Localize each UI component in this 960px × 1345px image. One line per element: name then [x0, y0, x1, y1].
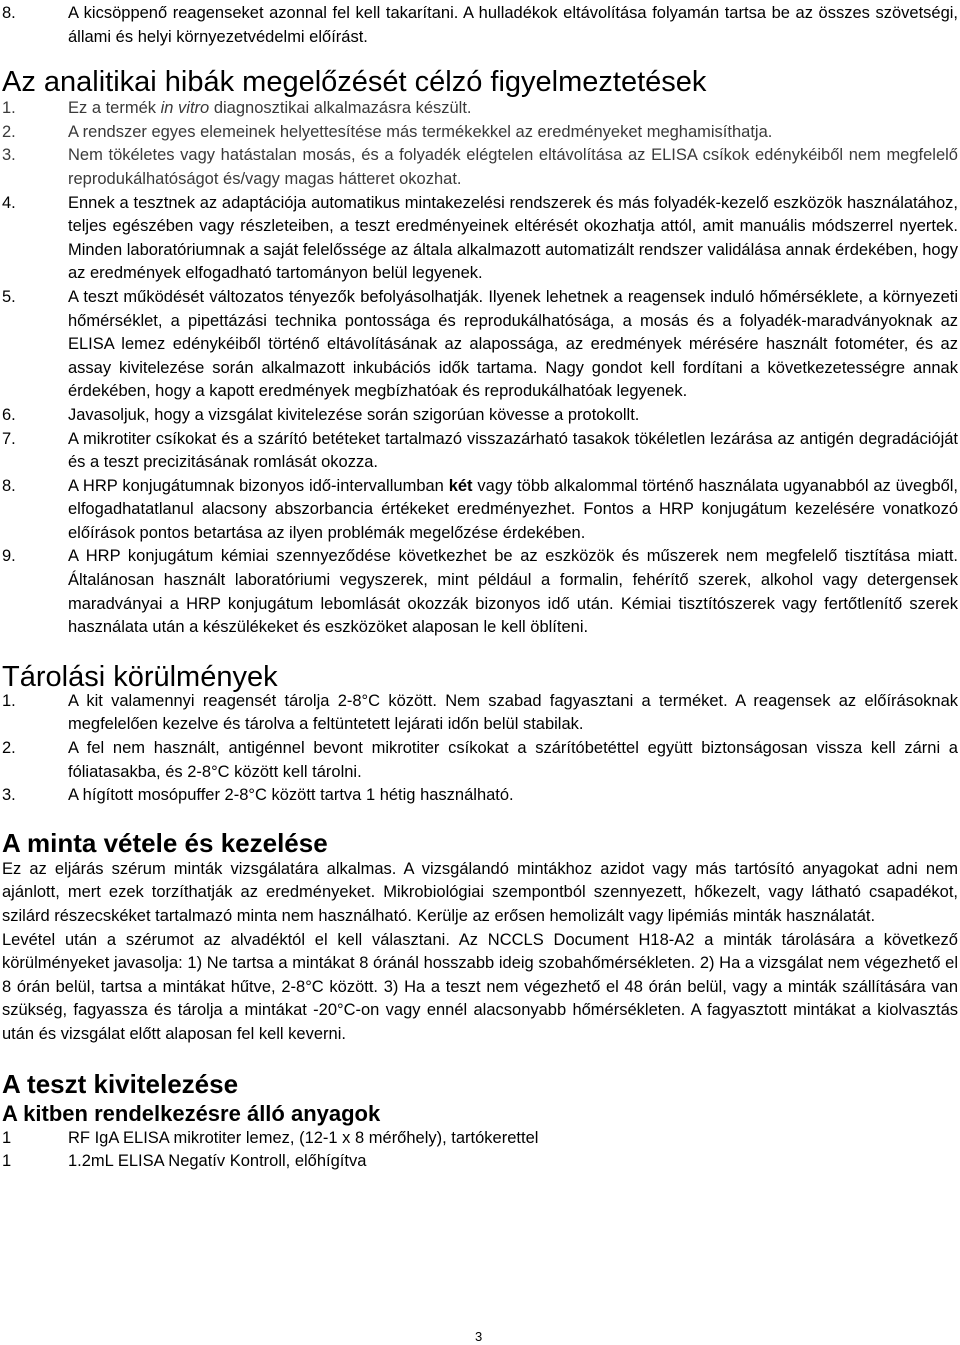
- item-number: 8.: [2, 4, 16, 22]
- item-quantity: 1: [2, 1128, 12, 1147]
- item-number: 8.: [2, 476, 16, 495]
- errors-item-2: [0, 121, 960, 145]
- item-quantity: 1: [2, 1152, 12, 1171]
- item-text: A teszt működését változatos tényezők befolyásolhatják. Ilyenek lehetnek a reagensek induló hőmérséklete, a környezeti hőmérséklet, a pipettázási technika pontossága és reprodukálhatósága, a mosás és a folyadék-maradványoknak az ELISA lemez edénykéiből történő eltávolításának az alapossága, az eredmények mérésére használt fotométer, és az assay kivitelezése során alkalmazott inkubációs idők tartama. Nagy gondot kell fordítani a következetességre annak érdekében, hogy a kapott eredmények megbízhatóak és reprodukálhatóak legyenek.: [68, 287, 958, 401]
- item-number: 2.: [2, 122, 16, 141]
- item-text-post: vagy több alkalommal történő használata ugyanabból az üvegből, elfogadhatatlanul alacsony abszorbancia értékeket eredményezhet. Fontos a HRP konjugátum kezelésére vonatkozó előírások pontos betartása az ilyen problémák megelőzése érdekében.: [68, 476, 958, 542]
- intro-list: [0, 2, 960, 49]
- errors-item-7: [0, 428, 960, 475]
- item-number: 4.: [2, 193, 16, 212]
- item-text: Javasoljuk, hogy a vizsgálat kivitelezése során szigorúan kövesse a protokollt.: [68, 405, 640, 424]
- section-title-errors: Az analitikai hibák megelőzését célzó figyelmeztetések: [2, 66, 707, 99]
- section-title-sample: A minta vétele és kezelése: [2, 827, 328, 858]
- storage-list: [0, 690, 960, 808]
- section-subtitle-materials: A kitben rendelkezésre álló anyagok: [2, 1100, 381, 1126]
- errors-item-6: [0, 404, 960, 428]
- storage-item-2: [0, 737, 960, 784]
- item-text-post: diagnosztikai alkalmazásra készült.: [209, 99, 472, 118]
- errors-item-3: [0, 144, 960, 191]
- item-number: 9.: [2, 547, 16, 566]
- errors-item-1: [0, 97, 960, 121]
- materials-list: [0, 1127, 960, 1174]
- item-text: A kit valamennyi reagensét tárolja 2-8°C között. Nem szabad fagyasztani a terméket. A reagensek az előírásoknak megfelelően kezelve és tárolva a feltüntetett lejárati időn belül stabilak.: [68, 691, 958, 734]
- errors-list: [0, 97, 960, 640]
- item-text: A kicsöppenő reagenseket azonnal fel kell takarítani. A hulladékok eltávolítása folyamán tartsa be az összes szövetségi, állami és helyi környezetvédelmi előírást.: [68, 4, 958, 46]
- item-number: 3.: [2, 146, 16, 165]
- item-text-pre: Ez a termék: [68, 99, 161, 118]
- sample-paragraph-1: Ez az eljárás szérum minták vizsgálatára alkalmas. A vizsgálandó mintákhoz azidot vagy más tartósító anyagokat adni nem ajánlott, mert ezek torzíthatják az eredményeket. Mikrobiológiai szempontból szennyezett, hőkezelt, vagy látható csapadékot, szilárd részecskéket tartalmazó minta nem használható. Kerülje az erősen hemolizált vagy lipémiás minták használatát.: [2, 859, 958, 925]
- item-text: A fel nem használt, antigénnel bevont mikrotiter csíkokat a szárítóbetéttel együtt biztonságosan vissza kell zárni a fóliatasakba, és 2-8°C között kell tárolni.: [68, 739, 958, 781]
- item-text: A rendszer egyes elemeinek helyettesítése más termékekkel az eredményeket meghamisíthatja.: [68, 122, 773, 141]
- item-number: 2.: [2, 739, 16, 758]
- item-text: 1.2mL ELISA Negatív Kontroll, előhígítva: [68, 1152, 367, 1171]
- errors-item-4: [0, 192, 960, 286]
- item-number: 5.: [2, 287, 16, 306]
- errors-item-8: [0, 475, 960, 546]
- errors-item-9: [0, 545, 960, 639]
- item-text: A hígított mosópuffer 2-8°C között tartva 1 hétig használható.: [68, 786, 514, 805]
- item-number: 3.: [2, 786, 16, 805]
- sample-text: [0, 858, 960, 1047]
- item-text: A mikrotiter csíkokat és a szárító betéteket tartalmazó visszazárható tasakok tökéletlen lezárása az antigén degradációját és a teszt precizitásának romlását okozza.: [68, 429, 958, 472]
- item-text: Nem tökéletes vagy hatástalan mosás, és a folyadék elégtelen eltávolítása az ELISA csíkok edénykéiből nem megfelelő reprodukálhatóságot és/vagy magas hátteret okozhat.: [68, 146, 958, 188]
- item-text: A HRP konjugátum kémiai szennyeződése következhet be az eszközök és műszerek nem megfelelő tisztítása miatt. Általánosan használt laboratóriumi vegyszerek, mint például a formalin, fehérítő szerek, alkohol vagy detergensek maradványai a HRP konjugátum lebomlását okozzák bizonyos idő után. Kémiai tisztítószerek vagy fertőtlenítő szerek használata után a készülékeket és eszközöket alaposan le kell öblíteni.: [68, 547, 958, 637]
- item-number: 7.: [2, 429, 16, 448]
- section-title-test: A teszt kivitelezése: [2, 1068, 239, 1099]
- item-text-bold: két: [448, 476, 473, 495]
- item-text-pre: A HRP konjugátumnak bizonyos idő-intervallumban: [68, 476, 449, 495]
- item-text: Ennek a tesztnek az adaptációja automatikus mintakezelési rendszerek és más folyadék-kezelő eszközök használatához, teljes egészében vagy részleteiben, a teszt eredményeinek eltérését okozhatja attól, amit manuális módszerrel nyertek. Minden laboratóriumnak a saját felelőssége az általa alkalmazott automatizált rendszer validálása annak érdekében, hogy az eredmények elfogadható tartományon belül legyenek.: [68, 193, 958, 283]
- page-number: 3: [475, 1329, 483, 1344]
- storage-item-3: [0, 784, 960, 808]
- item-number: 1.: [2, 691, 16, 710]
- intro-item-8: [0, 2, 960, 49]
- errors-item-5: [0, 286, 960, 404]
- item-number: 6.: [2, 405, 16, 424]
- materials-item: [0, 1150, 960, 1174]
- storage-item-1: [0, 690, 960, 737]
- materials-item: [0, 1127, 960, 1151]
- item-number: 1.: [2, 99, 16, 118]
- item-text: [68, 477, 958, 542]
- item-text-italic: in vitro: [160, 99, 210, 118]
- sample-paragraph-2: Levétel után a szérumot az alvadéktól el kell választani. Az NCCLS Document H18-A2 a minták tárolására a következő körülményeket javasolja: 1) Ne tartsa a mintákat 8 óránál hosszabb ideig szobahőmérsékleten. 2) Ha a vizsgálat nem végezhető el 8 órán belül, tartsa a mintákat hűtve, 2-8°C között. 3) Ha a teszt nem végezhető el 48 órán belül, vagy a minták szállítására van szükség, fagyassza és tárolja a mintákat -20°C-on vagy ennél alacsonyabb hőmérsékleten. A fagyasztott mintákat a kiolvasztás után és vizsgálat előtt alaposan fel kell keverni.: [2, 930, 958, 1043]
- section-title-storage: Tárolási körülmények: [2, 660, 278, 693]
- item-text: [68, 99, 472, 117]
- item-text: RF IgA ELISA mikrotiter lemez, (12-1 x 8 mérőhely), tartókerettel: [68, 1128, 539, 1147]
